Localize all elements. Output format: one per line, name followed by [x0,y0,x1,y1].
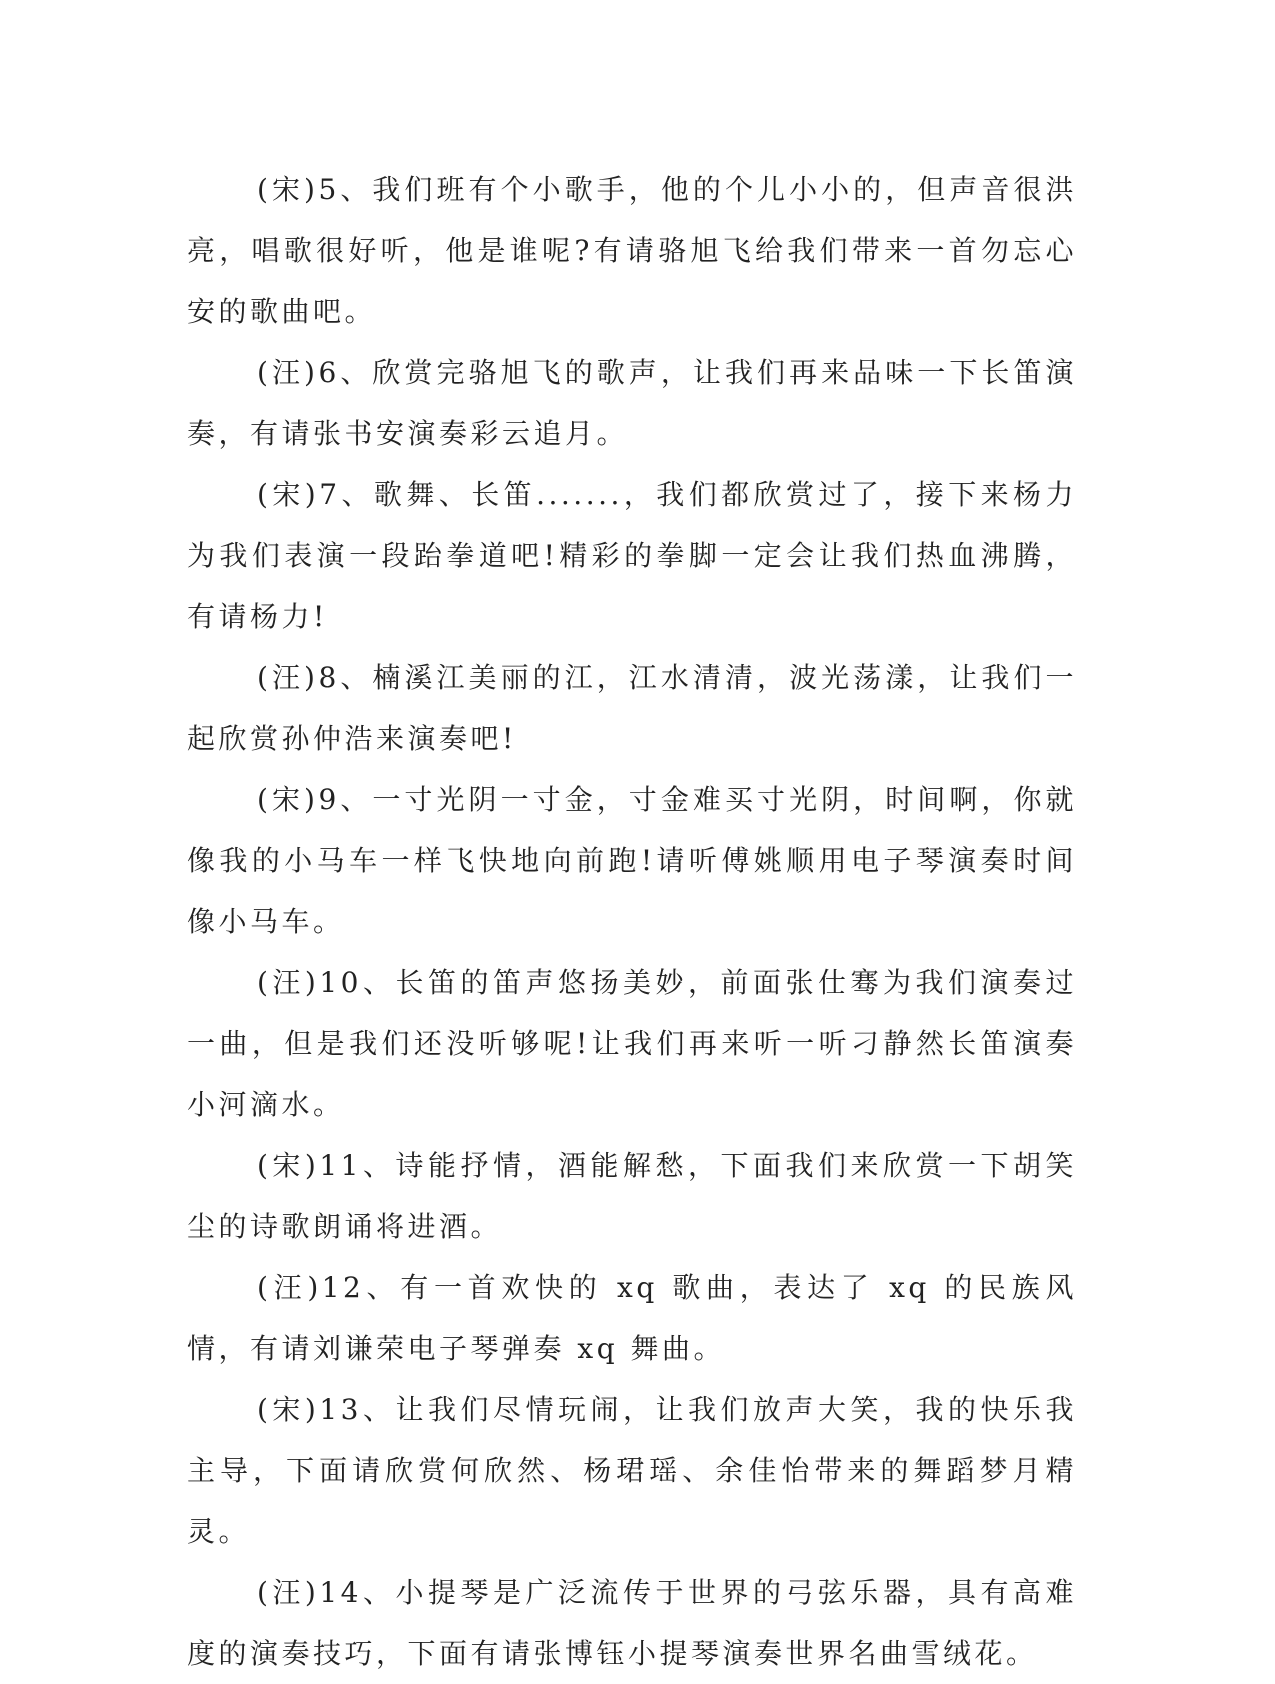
paragraph-7: (宋)7、歌舞、长笛.......，我们都欣赏过了，接下来杨力为我们表演一段跆拳道吧!精彩的拳脚一定会让我们热血沸腾，有请杨力! [187,478,1077,633]
paragraph-14: (汪)14、小提琴是广泛流传于世界的弓弦乐器，具有高难度的演奏技巧，下面有请张博钰小提琴演奏世界名曲雪绒花。 [187,1576,1077,1670]
paragraph-5: (宋)5、我们班有个小歌手，他的个儿小小的，但声音很洪亮，唱歌很好听，他是谁呢?有请骆旭飞给我们带来一首勿忘心安的歌曲吧。 [187,173,1077,328]
paragraph-8: (汪)8、楠溪江美丽的江，江水清清，波光荡漾，让我们一起欣赏孙仲浩来演奏吧! [187,661,1077,755]
paragraph-12: (汪)12、有一首欢快的 xq 歌曲，表达了 xq 的民族风情，有请刘谦荣电子琴弹奏 xq 舞曲。 [187,1271,1077,1365]
paragraph-13: (宋)13、让我们尽情玩闹，让我们放声大笑，我的快乐我主导，下面请欣赏何欣然、杨珺瑶、余佳怡带来的舞蹈梦月精灵。 [187,1393,1077,1548]
paragraph-6: (汪)6、欣赏完骆旭飞的歌声，让我们再来品味一下长笛演奏，有请张书安演奏彩云追月。 [187,356,1077,450]
paragraph-11: (宋)11、诗能抒情，酒能解愁，下面我们来欣赏一下胡笑尘的诗歌朗诵将进酒。 [187,1149,1077,1243]
paragraph-10: (汪)10、长笛的笛声悠扬美妙，前面张仕骞为我们演奏过一曲，但是我们还没听够呢!让我们再来听一听刁静然长笛演奏小河滴水。 [187,966,1077,1121]
paragraph-9: (宋)9、一寸光阴一寸金，寸金难买寸光阴，时间啊，你就像我的小马车一样飞快地向前跑!请听傅姚顺用电子琴演奏时间像小马车。 [187,783,1077,938]
document-body [187,159,1077,1684]
